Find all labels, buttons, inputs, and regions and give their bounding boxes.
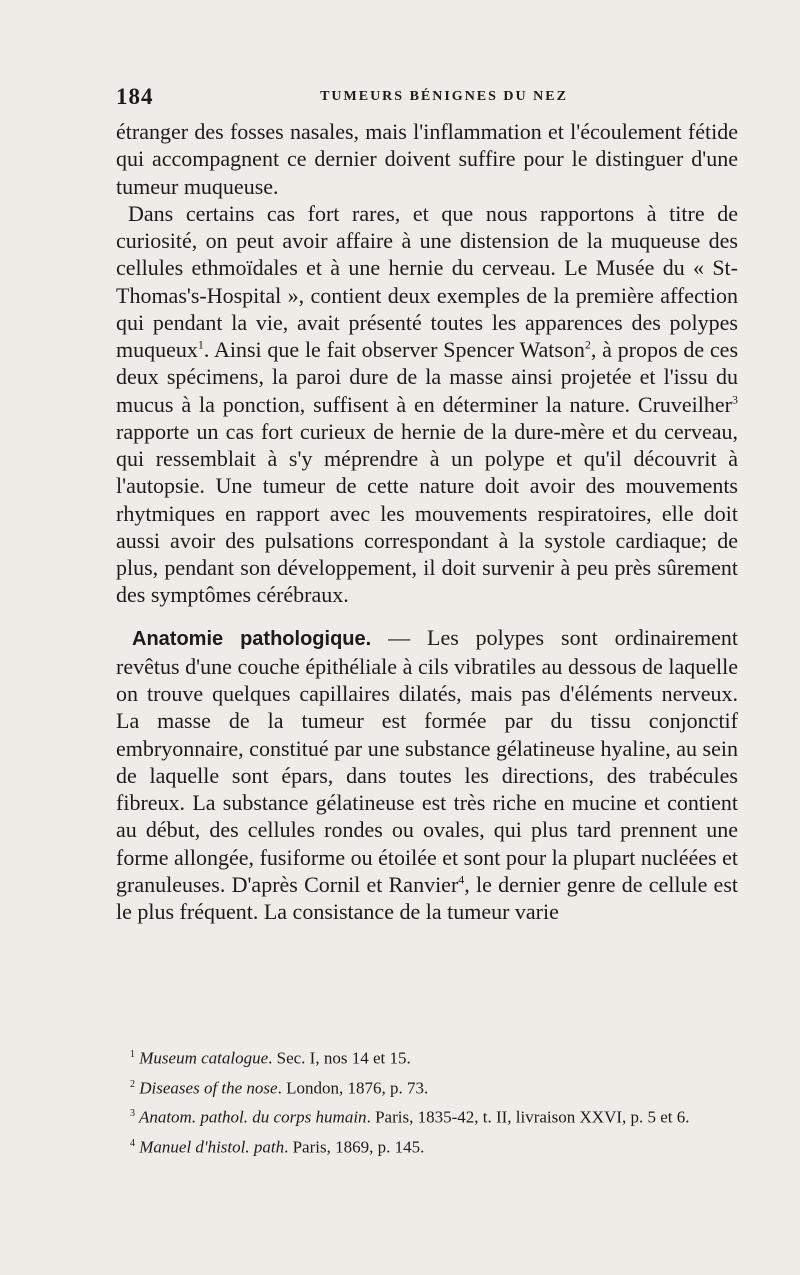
footnote-reference: 4 xyxy=(458,872,465,887)
footnote xyxy=(116,1044,738,1070)
text-run: étranger des fosses nasales, mais l'inflammation et l'écoulement fétide qui accompagnent ce dernier doivent suffire pour le distinguer d'une tumeur muqueuse. xyxy=(116,119,738,199)
running-title: TUMEURS BÉNIGNES DU NEZ xyxy=(320,89,568,104)
paragraph xyxy=(116,200,738,609)
footnote-title: Manuel d'histol. path xyxy=(135,1137,285,1157)
text-run: , à propos de ces deux spécimens, la paroi dure de la masse ainsi projetée et l'issu du mucus à la ponction, suffisent à en déterminer la nature. Cruveilher xyxy=(116,337,739,417)
footnote-reference: 2 xyxy=(584,337,591,352)
text-run: . Ainsi que le fait observer Spencer Watson xyxy=(203,337,585,362)
footnote-number: 4 xyxy=(130,1137,135,1149)
footnote-text: . London, 1876, p. 73. xyxy=(277,1078,429,1098)
footnote xyxy=(116,1074,738,1100)
footnote-reference: 1 xyxy=(197,337,204,352)
page-header xyxy=(116,84,738,112)
footnote-title: Museum catalogue xyxy=(135,1048,269,1068)
section-heading: Anatomie pathologique. xyxy=(132,627,372,650)
body-text xyxy=(116,118,738,925)
footnote-text: . Paris, 1869, p. 145. xyxy=(284,1137,425,1157)
footnote-title: Anatom. pathol. du corps humain xyxy=(135,1107,367,1127)
text-run: Dans certains cas fort rares, et que nous rapportons à titre de curiosité, on peut avoir affaire à une distension de la muqueuse des cellules ethmoïdales et à une hernie du cerveau. Le Musée du « St-Thomas's-Hospital », contient deux exemples de la première affection qui pendant la vie, avait présenté toutes les apparences des polypes muqueux xyxy=(116,200,738,362)
footnote-reference: 3 xyxy=(732,392,738,407)
footnote-number: 1 xyxy=(130,1049,135,1060)
page-number: 184 xyxy=(116,84,154,109)
footnote-number: 2 xyxy=(130,1078,135,1090)
footnote-text: . Paris, 1835-42, t. II, livraison XXVI, p. 5 et 6. xyxy=(366,1107,690,1127)
footnote xyxy=(116,1133,738,1159)
footnote-title: Diseases of the nose xyxy=(135,1078,278,1098)
paragraph xyxy=(116,118,738,200)
text-run: rapporte un cas fort curieux de hernie de la dure-mère et du cerveau, qui ressemblait à s'y méprendre à un polype et qu'il découvrit à l'autopsie. Une tumeur de cette nature doit avoir des mouvements rhytmiques en rapport avec les mouvements respiratoires, elle doit aussi avoir des pulsations correspondant à la systole cardiaque; de plus, pendant son développement, il doit survenir à peu près sûrement des symptômes cérébraux. xyxy=(116,418,738,608)
footnote xyxy=(116,1103,738,1129)
text-run: — Les polypes sont ordinairement revêtus d'une couche épithéliale à cils vibratiles au dessous de laquelle on trouve quelques capillaires dilatés, mais pas d'éléments nerveux. La masse de la tumeur est formée par du tissu conjonctif embryonnaire, constitué par une substance gélatineuse hyaline, au sein de laquelle sont épars, dans toutes les directions, des trabécules fibreux. La substance gélatineuse est très riche en mucine et contient au début, des cellules rondes ou ovales, qui plus tard prennent une forme allongée, fusiforme ou étoilée et sont pour la plupart nucléées et granuleuses. D'après Cornil et Ranvier xyxy=(116,624,738,897)
footnote-text: . Sec. I, nos 14 et 15. xyxy=(268,1048,411,1068)
text-run: , le dernier genre de cellule est le plus fréquent. La consistance de la tumeur varie xyxy=(116,871,738,924)
footnote-number: 3 xyxy=(130,1108,135,1120)
footnotes xyxy=(116,1044,738,1163)
paragraph xyxy=(116,624,738,926)
